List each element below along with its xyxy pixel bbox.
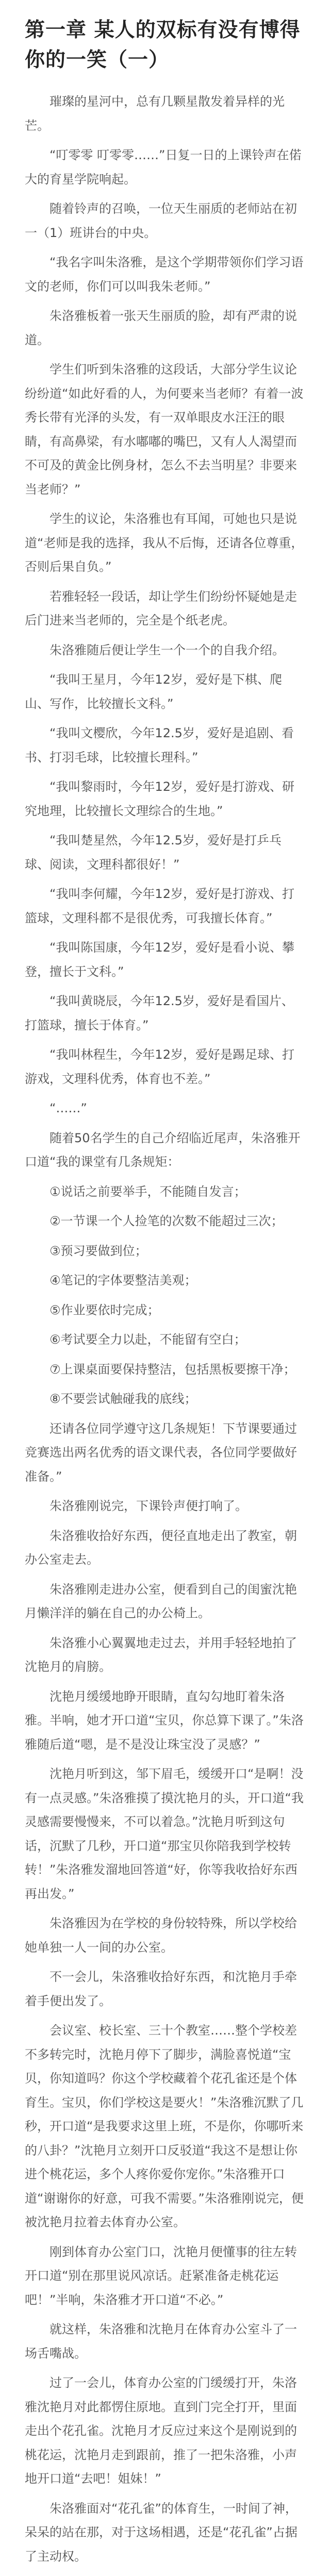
article-paragraph: ①说话之前要举手，不能随自发言； [50,1184,246,1199]
article-paragraph: 朱洛雅面对“花孔雀”的体育生，一时间了神，呆呆的站在那，对于这场相遇，还是“花孔雀”占据了主动权。 [25,2501,298,2564]
article-paragraph: ③预习要做到位； [50,1243,147,1258]
article-paragraph: 就这样，朱洛雅和沈艳月在体育办公室斗了一场舌嘴战。 [25,2322,297,2361]
article-paragraph: “我叫文樱欣，今年12.5岁，爱好是追剧、看书、打羽毛球，比较擅长理科。” [25,726,294,765]
article-paragraph: 学生们听到朱洛雅的这段话，大部分学生议论纷纷道“如此好看的人，为何要来当老师？有着一波秀长带有光泽的头发，有一双单眼皮水汪汪的眼睛，有高鼻梁，有水嘟嘟的嘴巴，又有人人渴望而不可及的黄金比例身材，怎么不去当明星？非要来当老师？” [25,362,304,497]
article-paragraph: “我叫楚星然，今年12.5岁，爱好是打乒乓球、阅读，文理科都很好！” [25,833,282,872]
article-paragraph: 若雅轻轻一段话，却让学生们纷纷怀疑她是走后门进来当老师的，完全是个纸老虎。 [25,589,297,628]
article-paragraph: “我名字叫朱洛雅，是这个学期带领你们学习语文的老师，你们可以叫我朱老师。” [25,255,304,294]
article-paragraph: 朱洛雅刚说完，下课铃声便打响了。 [50,1499,248,1513]
article-paragraph: “叮零零 叮零零……”日复一日的上课铃声在偌大的育星学院响起。 [25,148,302,187]
article-paragraph: 沈艳月听到这，邹下眉毛，缓缓开口“是啊！没有一点灵感。”朱洛雅摸了摸沈艳月的头，开口道“我灵感需要慢慢来，不可以着急。”沈艳月听到这句话，沉默了几秒，开口道“那宝贝你陪我到学校转转！”朱洛雅发溜地回答道“好，你等我收拾好东西再出发。” [25,1767,304,1901]
article-paragraph: ⑤作业要依时完成； [50,1302,160,1317]
article-paragraph: 随着铃声的召唤，一位天生丽质的老师站在初一（1）班讲台的中央。 [25,201,297,240]
article-paragraph: 还请各位同学遵守这几条规矩！下节课要通过竞赛选出两名优秀的语文课代表，各位同学要做好准备。” [25,1421,297,1484]
article-paragraph: ⑦上课桌面要保持整洁，包括黑板要擦干净； [50,1362,296,1377]
article-paragraph: 学生的议论，朱洛雅也有耳闻，可她也只是说道“老师是我的选择，我从不后悔，还请各位尊重，否则后果自负。” [25,512,304,574]
article-paragraph: 朱洛雅板着一张天生丽质的脸，却有严肃的说道。 [25,309,297,347]
article-paragraph: 朱洛雅收拾好东西，便径直地走出了教室，朝办公室走去。 [25,1528,297,1567]
article-paragraph: “……” [50,1101,87,1115]
article-paragraph: ⑧不要尝试触碰我的底线； [50,1392,197,1406]
article-paragraph: 不一会儿，朱洛雅收拾好东西，和沈艳月手牵着手便出发了。 [25,1970,297,2008]
article-paragraph: “我叫黄晓辰，今年12.5岁，爱好是看国片、打篮球，擅长于体育。” [25,994,294,1032]
article-paragraph: 随着50名学生的自己介绍临近尾声，朱洛雅开口道“我的课堂有几条规矩： [25,1130,301,1169]
chapter-title: 第一章 某人的双标有没有博得你的一笑（一） [25,19,301,72]
article-paragraph: 璀璨的星河中，总有几颗星散发着异样的光芒。 [25,94,285,133]
article-paragraph: “我叫黎雨时，今年12岁，爱好是打游戏、研究地理，比较擅长文理综合的生地。” [25,779,294,818]
article-paragraph: 朱洛雅刚走进办公室，便看到自己的闺蜜沈艳月懒洋洋的躺在自己的办公椅上。 [25,1582,297,1620]
article-paragraph: 刚到体育办公室门口，沈艳月便懂事的往左转开口道“别在那里说风凉话。赶紧准备走桃花运吧！”半响，朱洛雅才开口道“不必。” [25,2244,297,2307]
article-paragraph: ④笔记的字体要整洁美观； [50,1273,197,1287]
article-paragraph: 过了一会儿，体育办公室的门缓缓打开，朱洛雅沈艳月对此都愣住原地。直到门完全打开，里面走出个花孔雀。沈艳月才反应过来这个是刚说到的桃花运，沈艳月走到跟前，推了一把朱洛雅，小声地开口道“去吧！姐妹！” [25,2376,297,2486]
article-paragraph: 朱洛雅小心翼翼地走过去，并用手轻轻地拍了沈艳月的肩膀。 [25,1635,297,1674]
article-paragraph: “我叫林程生，今年12岁，爱好是踢足球、打游戏，文理科优秀，体育也不差。” [25,1047,294,1086]
article-paragraph: ②一节课一个人捡笔的次数不能超过三次； [50,1214,284,1228]
article-paragraph: ⑥考试要全力以赴，不能留有空白； [50,1332,246,1347]
article-paragraph: 朱洛雅因为在学校的身份较特殊，所以学校给她单独一人一间的办公室。 [25,1916,297,1955]
article-paragraph: “我叫陈国康，今年12岁，爱好是看小说、攀登，擅长于文科。” [25,940,294,979]
article-paragraph: 朱洛雅随后便让学生一个一个的自我介绍。 [50,642,285,657]
article-paragraph: “我叫王星月，今年12岁，爱好是下棋、爬山、写作，比较擅长文科。” [25,672,282,711]
article-paragraph: 沈艳月缓缓地睁开眼睛，直勾勾地盯着朱洛雅。半响，她才开口道“宝贝，你总算下课了。”朱洛雅随后道“嗯，是不是没让珠宝没了灵感？” [25,1689,304,1752]
article-paragraph: “我叫李何耀，今年12岁，爱好是打游戏、打篮球，文理科都不是很优秀，可我擅长体育。” [25,887,294,925]
article-body [25,90,305,2568]
article-paragraph: 会议室、校长室、三十个教室……整个学校差不多转完时，沈艳月停下了脚步，满脸喜悦道“宝贝，你知道吗？你这个学校藏着个花孔雀还是个体育生。宝贝，你们学校这是要火！”朱洛雅沉默了几秒，开口道“是我要求这里上班，不是你，你哪听来的八卦？”沈艳月立刻开口反驳道“我这不是想让你进个桃花运，多个人疼你爱你宠你。”朱洛雅开口道“谢谢你的好意，可我不需要。”朱洛雅刚说完，便被沈艳月拉着去体育办公室。 [25,2023,304,2229]
